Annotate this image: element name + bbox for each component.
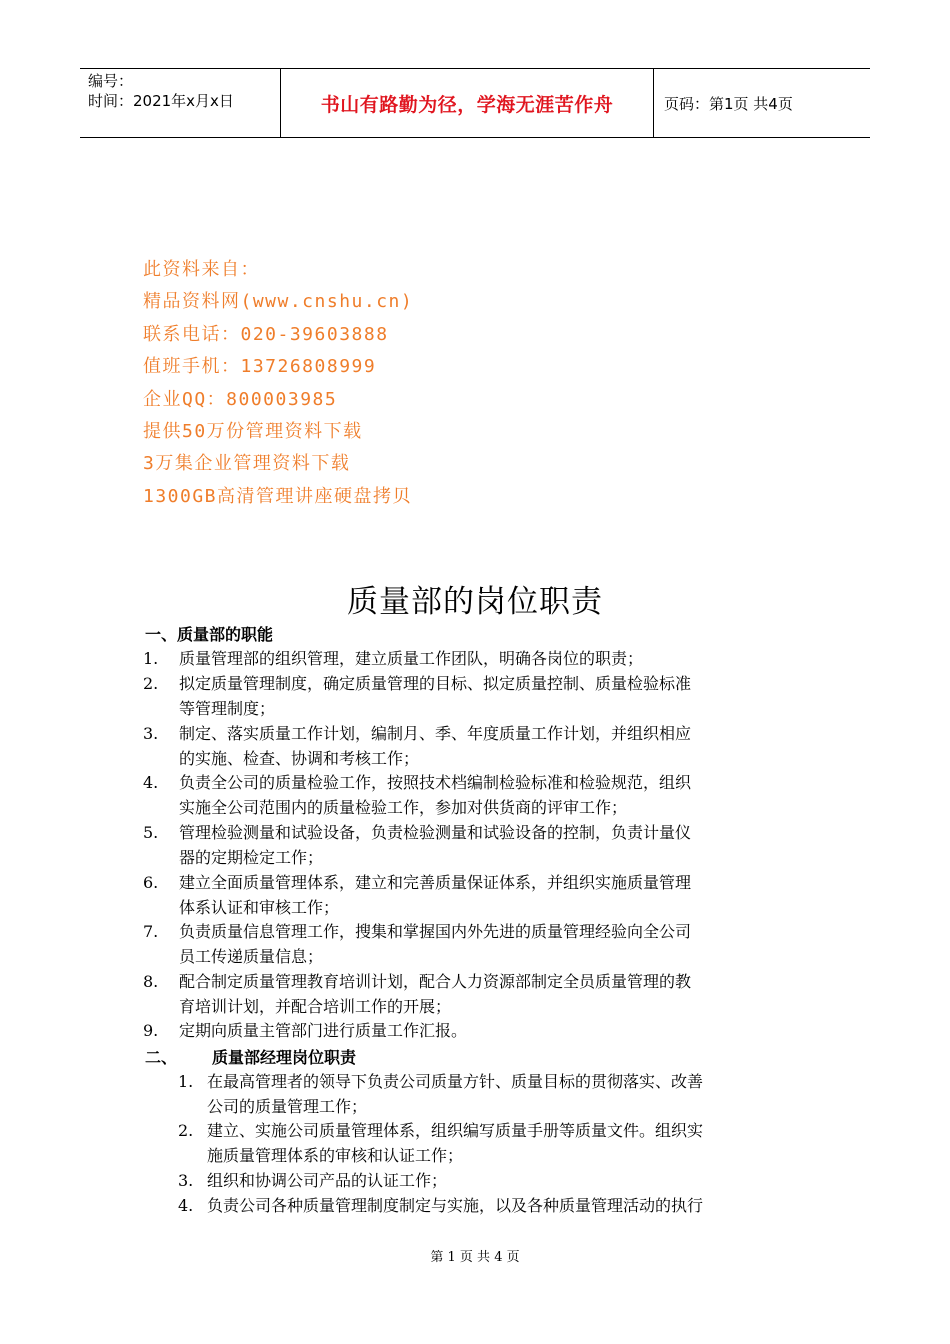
source-line: 值班手机：13726808999 xyxy=(143,356,377,378)
item-number: 2. xyxy=(143,674,159,693)
item-number: 1. xyxy=(178,1072,194,1091)
item-number: 7. xyxy=(143,922,159,941)
item-text: 实施全公司范围内的质量检验工作，参加对供货商的评审工作； xyxy=(179,797,628,817)
page-info: 页码：第1页 共4页 xyxy=(664,94,793,113)
item-text: 负责公司各种质量管理制度制定与实施，以及各种质量管理活动的执行 xyxy=(207,1196,704,1215)
item-number: 8. xyxy=(143,972,159,991)
item-number: 4. xyxy=(143,773,159,792)
item-number: 5. xyxy=(143,823,159,842)
item-text: 组织和协调公司产品的认证工作； xyxy=(207,1171,448,1190)
item-text: 定期向质量主管部门进行质量工作汇报。 xyxy=(179,1021,468,1040)
item-text: 施质量管理体系的审核和认证工作； xyxy=(207,1145,464,1165)
item-text: 拟定质量管理制度，确定质量管理的目标、拟定质量控制、质量检验标准 xyxy=(179,674,692,693)
item-number: 4. xyxy=(178,1196,194,1215)
item-text: 的实施、检查、协调和考核工作； xyxy=(179,748,420,768)
item-text: 建立、实施公司质量管理体系，组织编写质量手册等质量文件。组织实 xyxy=(207,1121,704,1140)
source-line: 精品资料网(www.cnshu.cn) xyxy=(143,291,414,313)
item-number: 6. xyxy=(143,873,159,892)
time-label: 时间：2021年x月x日 xyxy=(88,92,234,110)
item-number: 1. xyxy=(143,649,159,668)
item-text: 配合制定质量管理教育培训计划，配合人力资源部制定全员质量管理的教 xyxy=(179,972,692,991)
motto: 书山有路勤为径，学海无涯苦作舟 xyxy=(281,69,654,137)
item-text: 等管理制度； xyxy=(179,698,276,718)
item-number: 3. xyxy=(143,724,159,743)
source-line: 3万集企业管理资料下载 xyxy=(143,453,351,475)
item-text: 体系认证和审核工作； xyxy=(179,897,340,917)
item-text: 质量管理部的组织管理，建立质量工作团队，明确各岗位的职责； xyxy=(179,649,644,668)
section-heading-number: 二、 xyxy=(145,1048,178,1067)
header-table xyxy=(80,68,870,138)
item-text: 育培训计划，并配合培训工作的开展； xyxy=(179,996,452,1016)
source-info-block xyxy=(143,254,413,513)
item-text: 建立全面质量管理体系，建立和完善质量保证体系，并组织实施质量管理 xyxy=(179,873,692,892)
item-text: 公司的质量管理工作； xyxy=(207,1096,368,1116)
item-text: 负责全公司的质量检验工作，按照技术档编制检验标准和检验规范，组织 xyxy=(179,773,692,792)
item-number: 9. xyxy=(143,1021,159,1040)
item-text: 管理检验测量和试验设备，负责检验测量和试验设备的控制，负责计量仪 xyxy=(179,823,692,842)
section-heading: 一、质量部的职能 xyxy=(145,625,274,644)
source-line: 提供50万份管理资料下载 xyxy=(143,421,363,443)
item-text: 员工传递质量信息； xyxy=(179,946,324,966)
source-line: 联系电话：020-39603888 xyxy=(143,323,389,345)
document-title: 质量部的岗位职责 xyxy=(347,584,603,620)
header-meta xyxy=(80,69,281,137)
source-line: 此资料来自： xyxy=(143,259,260,280)
item-text: 在最高管理者的领导下负责公司质量方针、质量目标的贯彻落实、改善 xyxy=(207,1072,704,1091)
number-label: 编号： xyxy=(88,72,134,90)
source-line: 企业QQ：800003985 xyxy=(143,388,338,410)
item-text: 器的定期检定工作； xyxy=(179,847,324,867)
item-text: 制定、落实质量工作计划，编制月、季、年度质量工作计划，并组织相应 xyxy=(179,724,692,743)
section-heading: 质量部经理岗位职责 xyxy=(212,1048,357,1067)
item-number: 2. xyxy=(178,1121,194,1140)
item-number: 3. xyxy=(178,1171,194,1190)
source-line: 1300GB高清管理讲座硬盘拷贝 xyxy=(143,485,413,507)
item-text: 负责质量信息管理工作，搜集和掌握国内外先进的质量管理经验向全公司 xyxy=(179,922,692,941)
page-footer: 第 1 页 共 4 页 xyxy=(430,1250,520,1265)
